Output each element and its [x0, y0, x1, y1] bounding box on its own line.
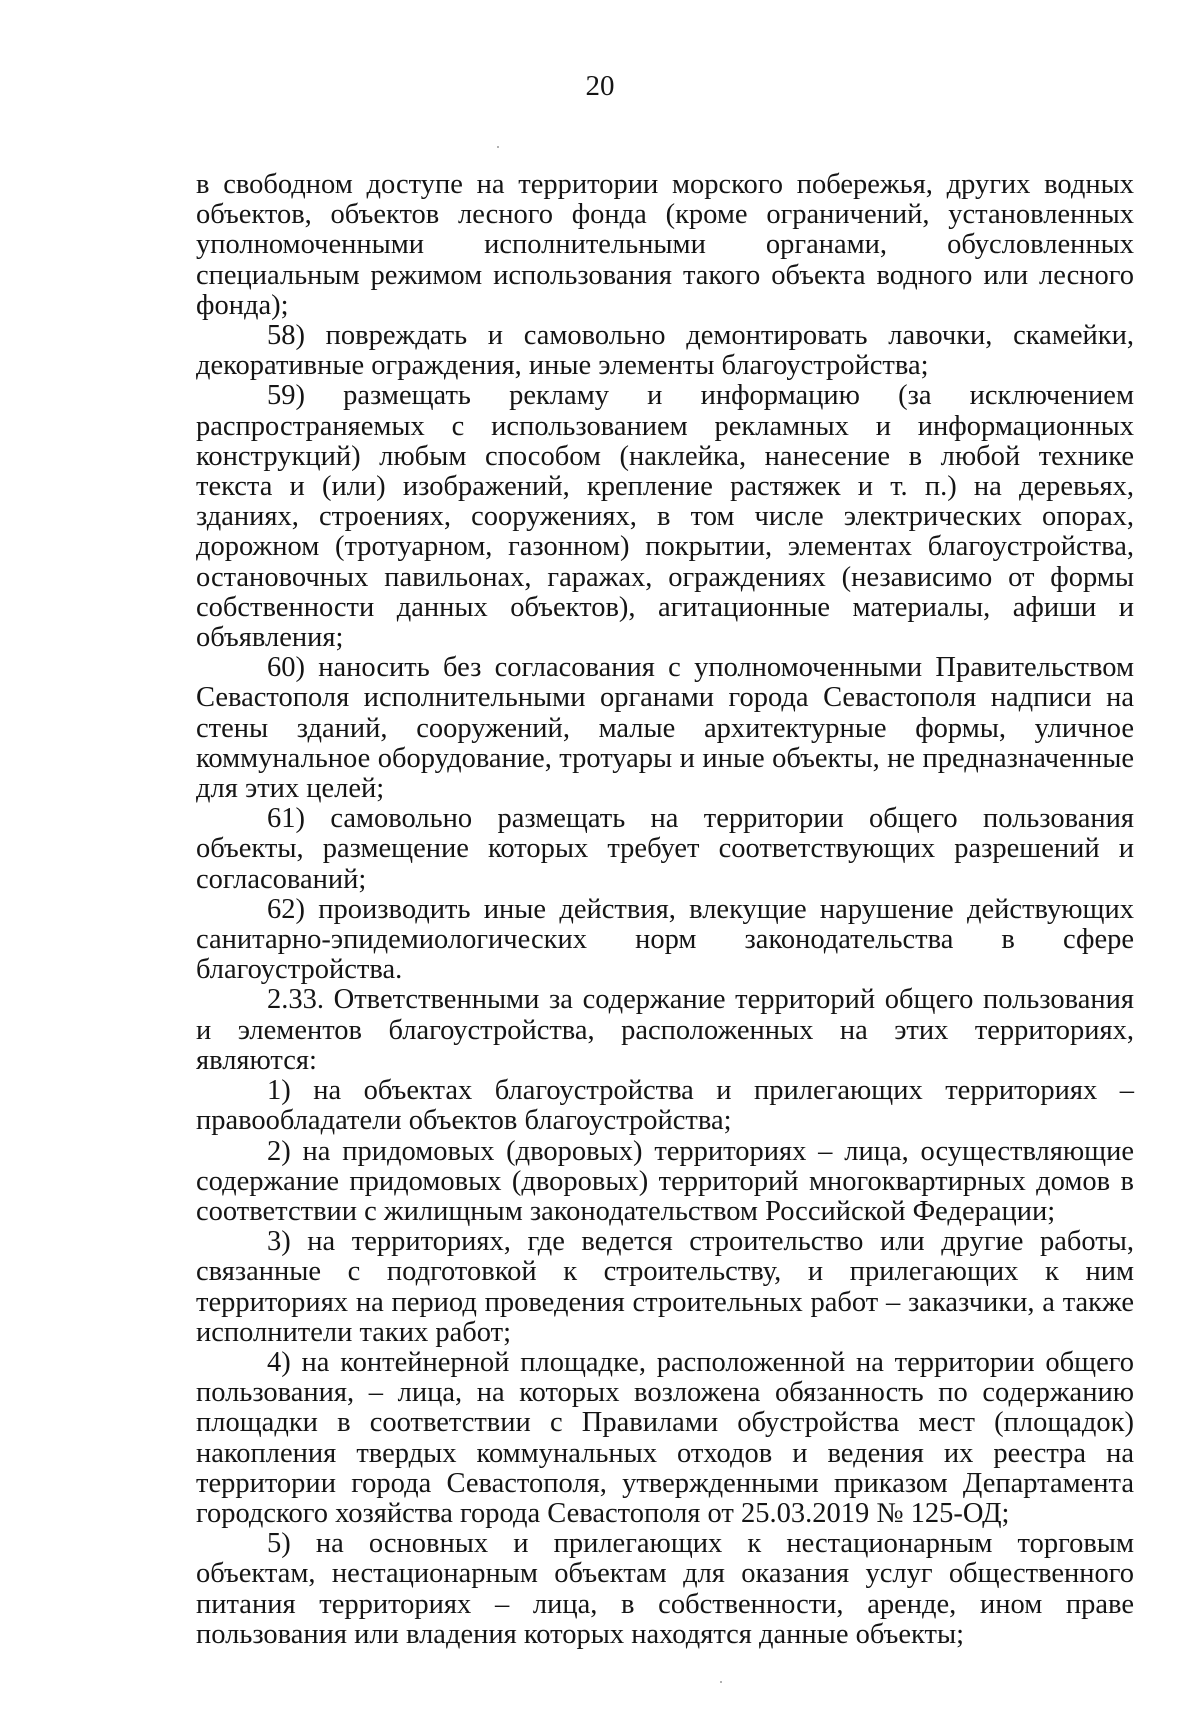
- paragraph-item-3: 3) на территориях, где ведется строительство или другие работы, связанные с подготовкой к строительству, и прилегающих к ним территориях на период проведения строительных работ – заказчики, а также исполнители таких работ;: [196, 1226, 1134, 1348]
- paragraph-item-5: 5) на основных и прилегающих к нестационарным торговым объектам, нестационарным объектам для оказания услуг общественного питания территориях – лица, в собственности, аренде, ином праве пользования или владения которых находятся данные объекты;: [196, 1528, 1134, 1650]
- paragraph-item-4: 4) на контейнерной площадке, расположенной на территории общего пользования, – лица, на которых возложена обязанность по содержанию площадки в соответствии с Правилами обустройства мест (площадок) накопления твердых коммунальных отходов и ведения их реестра на территории города Севастополя, утвержденными приказом Департамента городского хозяйства города Севастополя от 25.03.2019 № 125-ОД;: [196, 1346, 1134, 1529]
- paragraph-section-2-33: 2.33. Ответственными за содержание территорий общего пользования и элементов благоустройства, расположенных на этих территориях, являются:: [196, 984, 1134, 1076]
- paragraph-item-61: 61) самовольно размещать на территории общего пользования объекты, размещение которых требует соответствующих разрешений и согласований;: [196, 803, 1134, 895]
- paragraph-item-60: 60) наносить без согласования с уполномоченными Правительством Севастополя исполнительными органами города Севастополя надписи на стены зданий, сооружений, малые архитектурные формы, уличное коммунальное оборудование, тротуары и иные объекты, не предназначенные для этих целей;: [196, 652, 1134, 805]
- document-body: [196, 170, 1134, 1650]
- paragraph-item-59: 59) размещать рекламу и информацию (за исключением распространяемых с использованием рекламных и информационных конструкций) любым способом (наклейка, нанесение в любой технике текста и (или) изображений, крепление растяжек и т. п.) на деревьях, зданиях, строениях, сооружениях, в том числе электрических опорах, дорожном (тротуарном, газонном) покрытии, элементах благоустройства, остановочных павильонах, гаражах, ограждениях (независимо от формы собственности данных объектов), агитационные материалы, афиши и объявления;: [196, 380, 1134, 654]
- page-number: 20: [585, 70, 615, 102]
- paragraph-item-2: 2) на придомовых (дворовых) территориях – лица, осуществляющие содержание придомовых (дворовых) территорий многоквартирных домов в соответствии с жилищным законодательством Российской Федерации;: [196, 1135, 1134, 1227]
- paragraph-item-58: 58) повреждать и самовольно демонтировать лавочки, скамейки, декоративные ограждения, иные элементы благоустройства;: [196, 320, 1134, 382]
- paragraph-item-62: 62) производить иные действия, влекущие нарушение действующих санитарно-эпидемиологических норм законодательства в сфере благоустройства.: [196, 893, 1134, 986]
- scan-speck: [497, 146, 499, 148]
- scan-speck: [720, 1681, 722, 1683]
- paragraph-continuation: в свободном доступе на территории морского побережья, других водных объектов, объектов лесного фонда (кроме ограничений, установленных уполномоченными исполнительными органами, обусловленных специальным режимом использования такого объекта водного или лесного фонда);: [196, 169, 1134, 321]
- paragraph-item-1: 1) на объектах благоустройства и прилегающих территориях – правообладатели объектов благоустройства;: [196, 1075, 1134, 1137]
